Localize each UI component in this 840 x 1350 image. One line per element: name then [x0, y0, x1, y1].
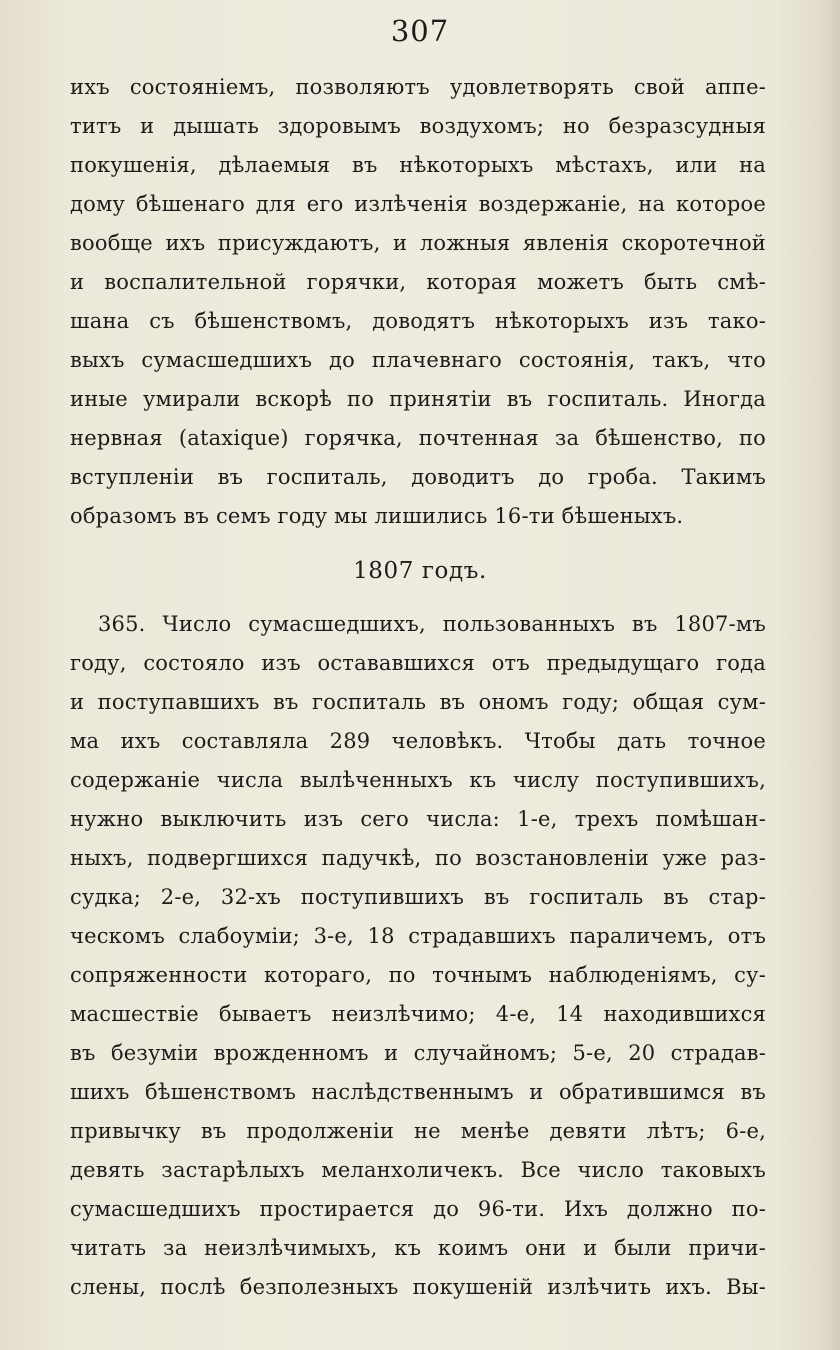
text-line: шихъ бѣшенствомъ наслѣдственнымъ и обратившимся въ	[70, 1080, 766, 1104]
paragraph-top	[70, 68, 766, 536]
text-line: дому бѣшенаго для его излѣченiя воздержанiе, на которое	[70, 192, 766, 216]
text-line: вступленiи въ госпиталь, доводитъ до гроба. Такимъ	[70, 465, 766, 489]
text-line: девять застарѣлыхъ меланхоличекъ. Все число таковыхъ	[70, 1158, 766, 1182]
text-line: ма ихъ составляла 289 человѣкъ. Чтобы дать точное	[70, 729, 766, 753]
text-line: иные умирали вскорѣ по принятiи въ госпиталь. Иногда	[70, 387, 766, 411]
text-line: 365. Число сумасшедшихъ, пользованныхъ въ 1807-мъ	[98, 612, 766, 636]
text-line: ныхъ, подвергшихся падучкѣ, по возстановленiи уже раз-	[70, 846, 766, 870]
text-line: шана съ бѣшенствомъ, доводятъ нѣкоторыхъ изъ тако-	[70, 309, 766, 333]
text-line: масшествiе бываетъ неизлѣчимо; 4-е, 14 находившихся	[70, 1002, 766, 1026]
text-line: году, состояло изъ остававшихся отъ предыдущаго года	[70, 651, 766, 675]
section-heading: 1807 годъ.	[353, 558, 487, 584]
text-line: покушенiя, дѣлаемыя въ нѣкоторыхъ мѣстахъ, или на	[70, 153, 766, 177]
page-number: 307	[390, 14, 450, 48]
text-line: образомъ въ семъ году мы лишились 16-ти бѣшеныхъ.	[70, 504, 684, 528]
text-line: нервная (ataxique) горячка, почтенная за бѣшенство, по	[70, 426, 766, 450]
text-line: сопряженности котораго, по точнымъ наблюденiямъ, су-	[70, 963, 766, 987]
text-line: ихъ состоянiемъ, позволяютъ удовлетворять свой аппе-	[70, 75, 766, 99]
text-line: выхъ сумасшедшихъ до плачевнаго состоянiя, такъ, что	[70, 348, 766, 372]
text-line: вообще ихъ присуждаютъ, и ложныя явленiя скоротечной	[70, 231, 766, 255]
text-line: и поступавшихъ въ госпиталь въ ономъ году; общая сум-	[70, 690, 766, 714]
text-line: читать за неизлѣчимыхъ, къ коимъ они и были причи-	[70, 1236, 766, 1260]
text-line: и воспалительной горячки, которая можетъ быть смѣ-	[70, 270, 766, 294]
text-line: въ безумiи врожденномъ и случайномъ; 5-е, 20 страдав-	[70, 1041, 766, 1065]
text-line: содержанiе числа вылѣченныхъ къ числу поступившихъ,	[70, 768, 766, 792]
text-line: судка; 2-е, 32-хъ поступившихъ въ госпиталь въ стар-	[70, 885, 766, 909]
text-line: титъ и дышать здоровымъ воздухомъ; но безразсудныя	[70, 114, 766, 138]
text-line: ческомъ слабоумiи; 3-е, 18 страдавшихъ параличемъ, отъ	[70, 924, 766, 948]
text-line: нужно выключить изъ сего числа: 1-е, трехъ помѣшан-	[70, 807, 766, 831]
text-line: сумасшедшихъ простирается до 96-ти. Ихъ должно по-	[70, 1197, 766, 1221]
page-edge-shadow	[822, 0, 840, 1350]
text-line: привычку въ продолженiи не менѣе девяти лѣтъ; 6-е,	[70, 1119, 766, 1143]
paragraph-bottom	[70, 605, 766, 1307]
text-line: слены, послѣ безполезныхъ покушенiй излѣчить ихъ. Вы-	[70, 1275, 766, 1299]
